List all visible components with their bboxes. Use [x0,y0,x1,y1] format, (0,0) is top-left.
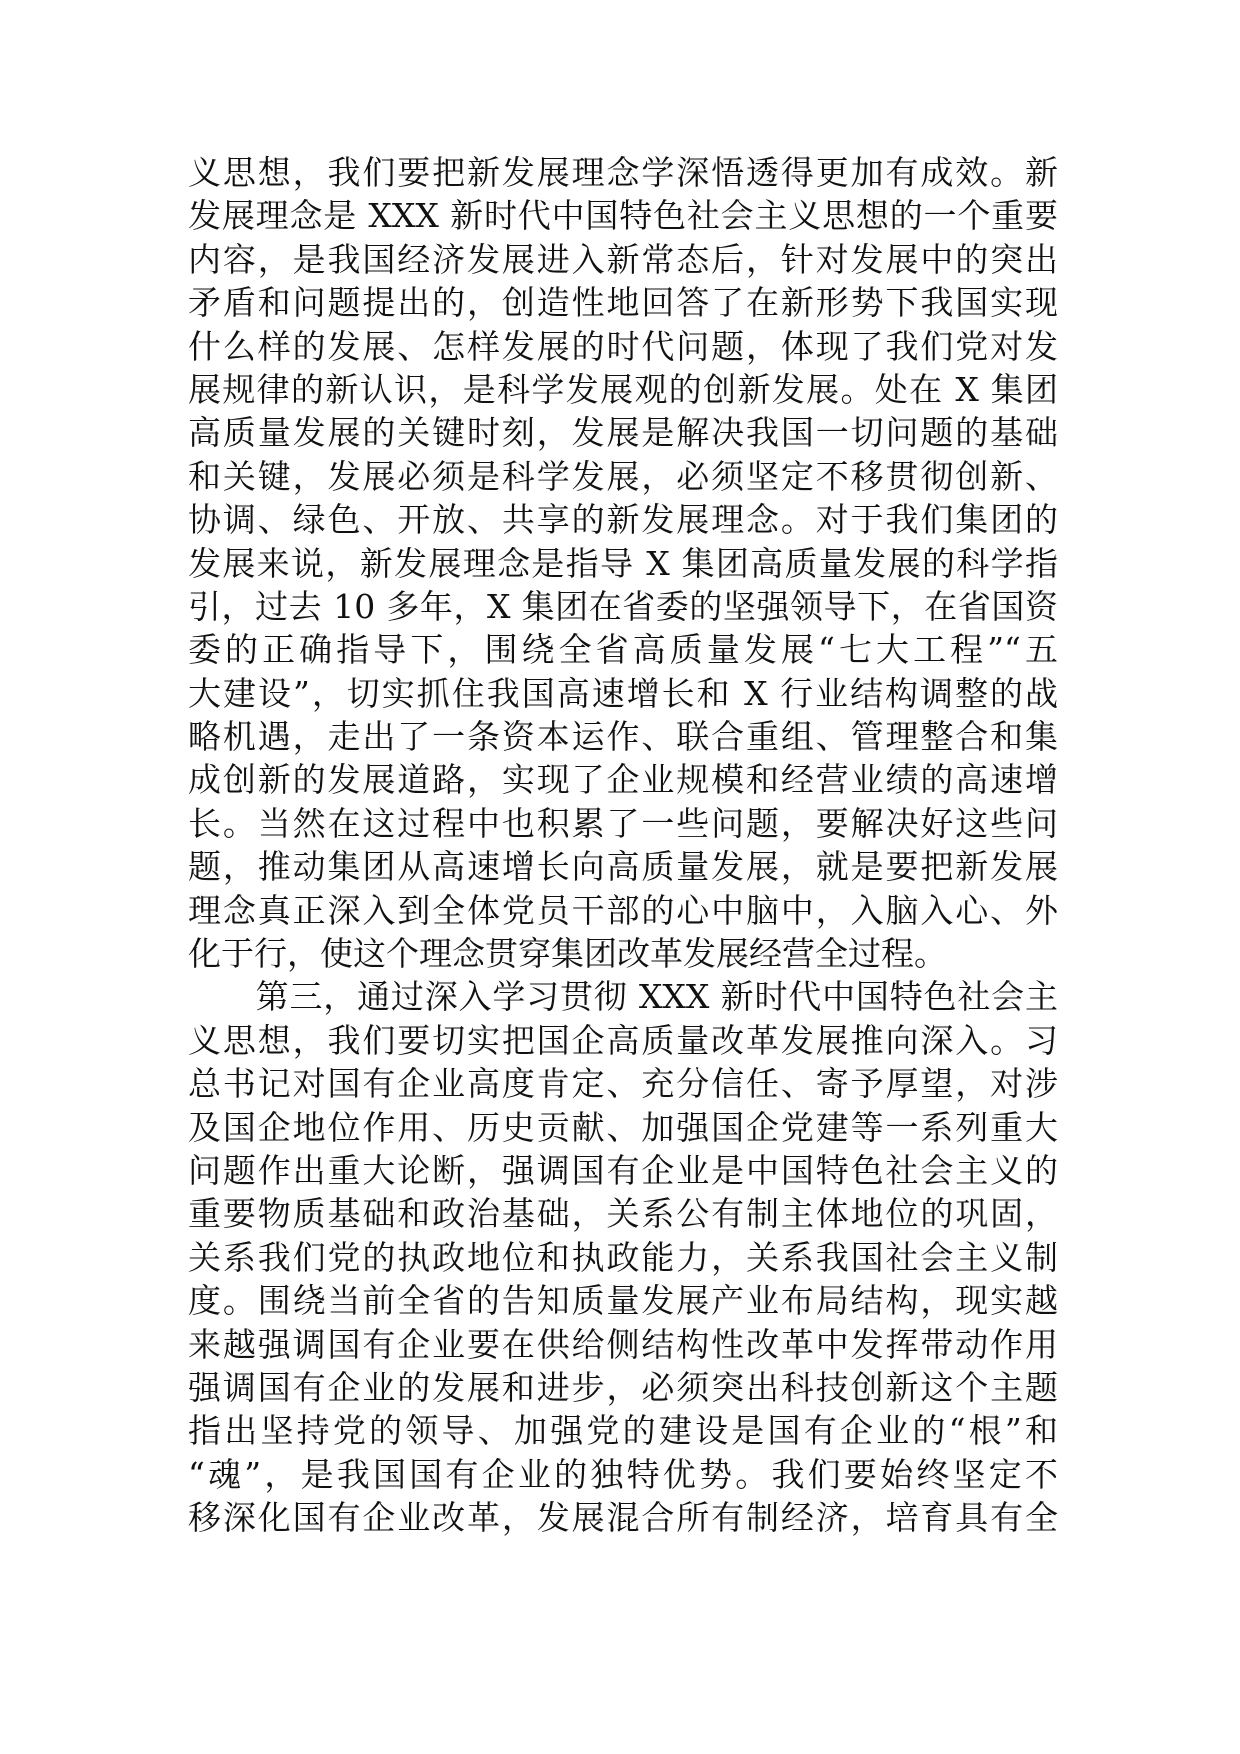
text-line: 及国企地位作用、历史贡献、加强国企党建等一系列重大 [188,1107,1058,1147]
text-line: 引，过去 10 多年，X 集团在省委的坚强领导下，在省国资 [188,586,1058,626]
text-line: 发展来说，新发展理念是指导 X 集团高质量发展的科学指 [188,543,1058,583]
text-line: 总书记对国有企业高度肯定、充分信任、寄予厚望，对涉 [188,1064,1058,1104]
paragraph-end-line: 化于行，使这个理念贯穿集团改革发展经营全过程。 [188,934,947,974]
text-line: 义思想，我们要切实把国企高质量改革发展推向深入。习 [188,1020,1058,1060]
text-line: 问题作出重大论断，强调国有企业是中国特色社会主义的 [188,1150,1058,1190]
text-line: 关系我们党的执政地位和执政能力，关系我国社会主义制 [188,1237,1058,1277]
text-line: 发展理念是 XXX 新时代中国特色社会主义思想的一个重要 [188,196,1058,236]
text-line: 矛盾和问题提出的，创造性地回答了在新形势下我国实现 [188,283,1058,323]
paragraph-start-line: 第三，通过深入学习贯彻 XXX 新时代中国特色社会主 [188,977,1058,1017]
text-line: 义思想，我们要把新发展理念学深悟透得更加有成效。新 [188,153,1058,192]
text-line: 指出坚持党的领导、加强党的建设是国有企业的“根”和 [188,1411,1058,1451]
text-line: 协调、绿色、开放、共享的新发展理念。对于我们集团的 [188,500,1058,540]
text-line: 展规律的新认识，是科学发展观的创新发展。处在 X 集团 [188,369,1058,409]
text-line: 委的正确指导下，围绕全省高质量发展“七大工程”“五 [188,630,1058,670]
text-line: 强调国有企业的发展和进步，必须突出科技创新这个主题 [188,1367,1058,1407]
text-line: 略机遇，走出了一条资本运作、联合重组、管理整合和集 [188,717,1058,757]
text-line: 内容，是我国经济发展进入新常态后，针对发展中的突出 [188,239,1058,279]
text-line: 来越强调国有企业要在供给侧结构性改革中发挥带动作用 [188,1324,1058,1364]
text-line: 重要物质基础和政治基础，关系公有制主体地位的巩固， [188,1194,1058,1234]
text-line: 和关键，发展必须是科学发展，必须坚定不移贯彻创新、 [188,456,1058,496]
text-line: 长。当然在这过程中也积累了一些问题，要解决好这些问 [188,803,1058,843]
text-line: 什么样的发展、怎样发展的时代问题，体现了我们党对发 [188,326,1058,366]
text-line: 高质量发展的关键时刻，发展是解决我国一切问题的基础 [188,413,1058,453]
text-line: “魂”，是我国国有企业的独特优势。我们要始终坚定不 [188,1454,1058,1494]
text-line: 题，推动集团从高速增长向高质量发展，就是要把新发展 [188,847,1058,887]
text-line: 移深化国有企业改革，发展混合所有制经济，培育具有全 [188,1498,1058,1538]
text-line: 成创新的发展道路，实现了企业规模和经营业绩的高速增 [188,760,1058,800]
body-text [188,151,1058,1540]
text-line: 大建设”，切实抓住我国高速增长和 X 行业结构调整的战 [188,673,1058,713]
text-line: 度。围绕当前全省的告知质量发展产业布局结构，现实越 [188,1281,1058,1321]
text-line: 理念真正深入到全体党员干部的心中脑中，入脑入心、外 [188,890,1058,930]
